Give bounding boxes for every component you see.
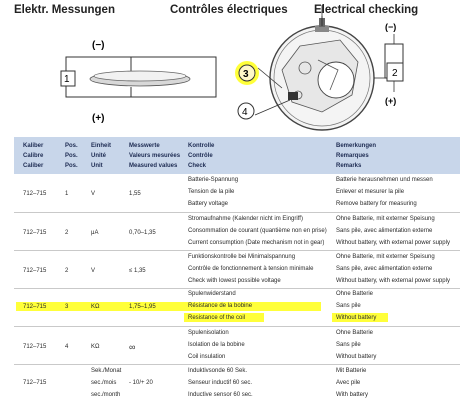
right-minus-label: (−) <box>385 22 397 32</box>
cell-remark-fr: Avec pile <box>336 380 361 386</box>
cell-unit: μA <box>91 230 99 236</box>
table-row-highlighted <box>14 289 460 327</box>
cell-unit-en: sec./month <box>91 392 121 398</box>
left-minus-label: (−) <box>92 40 105 51</box>
cell-caliber: 712–715 <box>23 304 47 310</box>
cell-check-en: Coil insulation <box>188 354 226 360</box>
header-remarks: Bemerkungen Remarques Remarks <box>336 143 377 169</box>
left-plus-label: (+) <box>92 113 105 124</box>
cell-remark-en: Remove battery for measuring <box>336 201 417 207</box>
cell-check-en: Battery voltage <box>188 201 229 207</box>
cell-check-fr: Consommation de courant (quantième non en prise) <box>188 228 327 234</box>
header-unit: Einheit Unité Unit <box>91 143 112 169</box>
measurement-diagram <box>0 0 473 137</box>
battery-measurement-figure <box>61 40 216 124</box>
label-2: 2 <box>392 68 398 79</box>
cell-remark-fr: Enlever et mesurer la pile <box>336 189 405 195</box>
label-4: 4 <box>242 107 248 118</box>
cell-remark-en: Without battery, with external power supply <box>336 240 450 246</box>
cell-remark-fr: Sans pile <box>336 303 361 309</box>
cell-remark-en: Without battery <box>336 354 377 360</box>
row-highlight <box>16 302 321 311</box>
cell-check-fr: Tension de la pile <box>188 189 235 195</box>
cell-check-fr: Isolation de la bobine <box>188 342 245 348</box>
cell-remark-fr: Sans pile <box>336 342 361 348</box>
left-label-1: 1 <box>64 74 70 85</box>
right-plus-label: (+) <box>385 96 397 106</box>
cell-remark-de: Ohne Batterie, mit externer Speisung <box>336 216 435 222</box>
header-check: Kontrolle Contrôle Check <box>188 143 215 169</box>
cell-pos: 1 <box>65 191 69 197</box>
cell-check-fr: Résistance de la bobine <box>188 303 253 309</box>
table-row <box>14 174 460 213</box>
table-row <box>14 251 460 289</box>
header-caliber: Kaliber Calibre Caliber <box>23 143 44 169</box>
cell-check-fr: Contrôle de fonctionnement à tension minimale <box>188 266 314 272</box>
cell-remark-en: Without battery <box>336 315 377 321</box>
cell-unit: KΩ <box>91 304 100 310</box>
table-header <box>14 137 460 174</box>
heading-french: Contrôles électriques <box>170 4 288 16</box>
cell-caliber: 712–715 <box>23 380 47 386</box>
table-row <box>14 327 460 365</box>
cell-remark-en: With battery <box>336 392 369 398</box>
cell-remark-de: Batterie herausnehmen und messen <box>336 177 433 183</box>
cell-value: 0,70–1,35 <box>129 230 156 236</box>
cell-value: - 10/+ 20 <box>129 380 153 386</box>
cell-remark-en: Without battery, with external power supply <box>336 278 450 284</box>
header-values: Messwerte Valeurs mesurées Measured values <box>129 143 181 169</box>
cell-value: ≤ 1,35 <box>129 268 146 274</box>
cell-check-en: Inductive sensor 60 sec. <box>188 392 253 398</box>
movement-figure <box>235 5 403 130</box>
cell-value: ∞ <box>129 342 136 352</box>
cell-unit-de: Sek./Monat <box>91 368 122 374</box>
label-3: 3 <box>243 69 249 80</box>
cell-caliber: 712–715 <box>23 268 47 274</box>
cell-check-de: Stromaufnahme (Kalender nicht im Eingriff) <box>188 216 303 222</box>
cell-unit: V <box>91 191 96 197</box>
cell-remark-fr: Sans pile, avec alimentation externe <box>336 266 433 272</box>
cell-remark-fr: Sans pile, avec alimentation externe <box>336 228 433 234</box>
cell-check-de: Induktivsonde 60 Sek. <box>188 368 248 374</box>
cell-unit: V <box>91 268 96 274</box>
cell-remark-de: Ohne Batterie <box>336 330 374 336</box>
cell-value: 1,55 <box>129 191 141 197</box>
cell-caliber: 712–715 <box>23 344 47 350</box>
cell-check-de: Funktionskontrolle bei Minimalspannung <box>188 254 296 260</box>
cell-pos: 2 <box>65 230 69 236</box>
cell-pos: 4 <box>65 344 69 350</box>
heading-german: Elektr. Messungen <box>14 4 115 16</box>
cell-unit-fr: sec./mois <box>91 380 117 386</box>
cell-check-en: Current consumption (Date mechanism not in gear) <box>188 240 325 246</box>
cell-check-en: Check with lowest possible voltage <box>188 278 281 284</box>
cell-check-de: Spulenwiderstand <box>188 291 236 297</box>
cell-check-de: Spulenisolation <box>188 330 229 336</box>
cell-value: 1,75–1,95 <box>129 304 156 310</box>
cell-pos: 3 <box>65 304 69 310</box>
cell-remark-de: Ohne Batterie, mit externer Speisung <box>336 254 435 260</box>
table-row <box>14 213 460 251</box>
header-pos: Pos. Pos. Pos. <box>65 143 78 169</box>
cell-remark-de: Ohne Batterie <box>336 291 374 297</box>
cell-caliber: 712–715 <box>23 230 47 236</box>
table-row <box>14 365 460 403</box>
cell-pos: 2 <box>65 268 69 274</box>
heading-english: Electrical checking <box>314 4 419 16</box>
measurement-table <box>14 137 460 403</box>
cell-unit: KΩ <box>91 344 100 350</box>
cell-remark-de: Mit Batterie <box>336 368 367 374</box>
cell-caliber: 712–715 <box>23 191 47 197</box>
cell-check-en: Resistance of the coil <box>188 315 246 321</box>
cell-check-de: Batterie-Spannung <box>188 177 239 183</box>
cell-check-fr: Senseur inductif 60 sec. <box>188 380 253 386</box>
